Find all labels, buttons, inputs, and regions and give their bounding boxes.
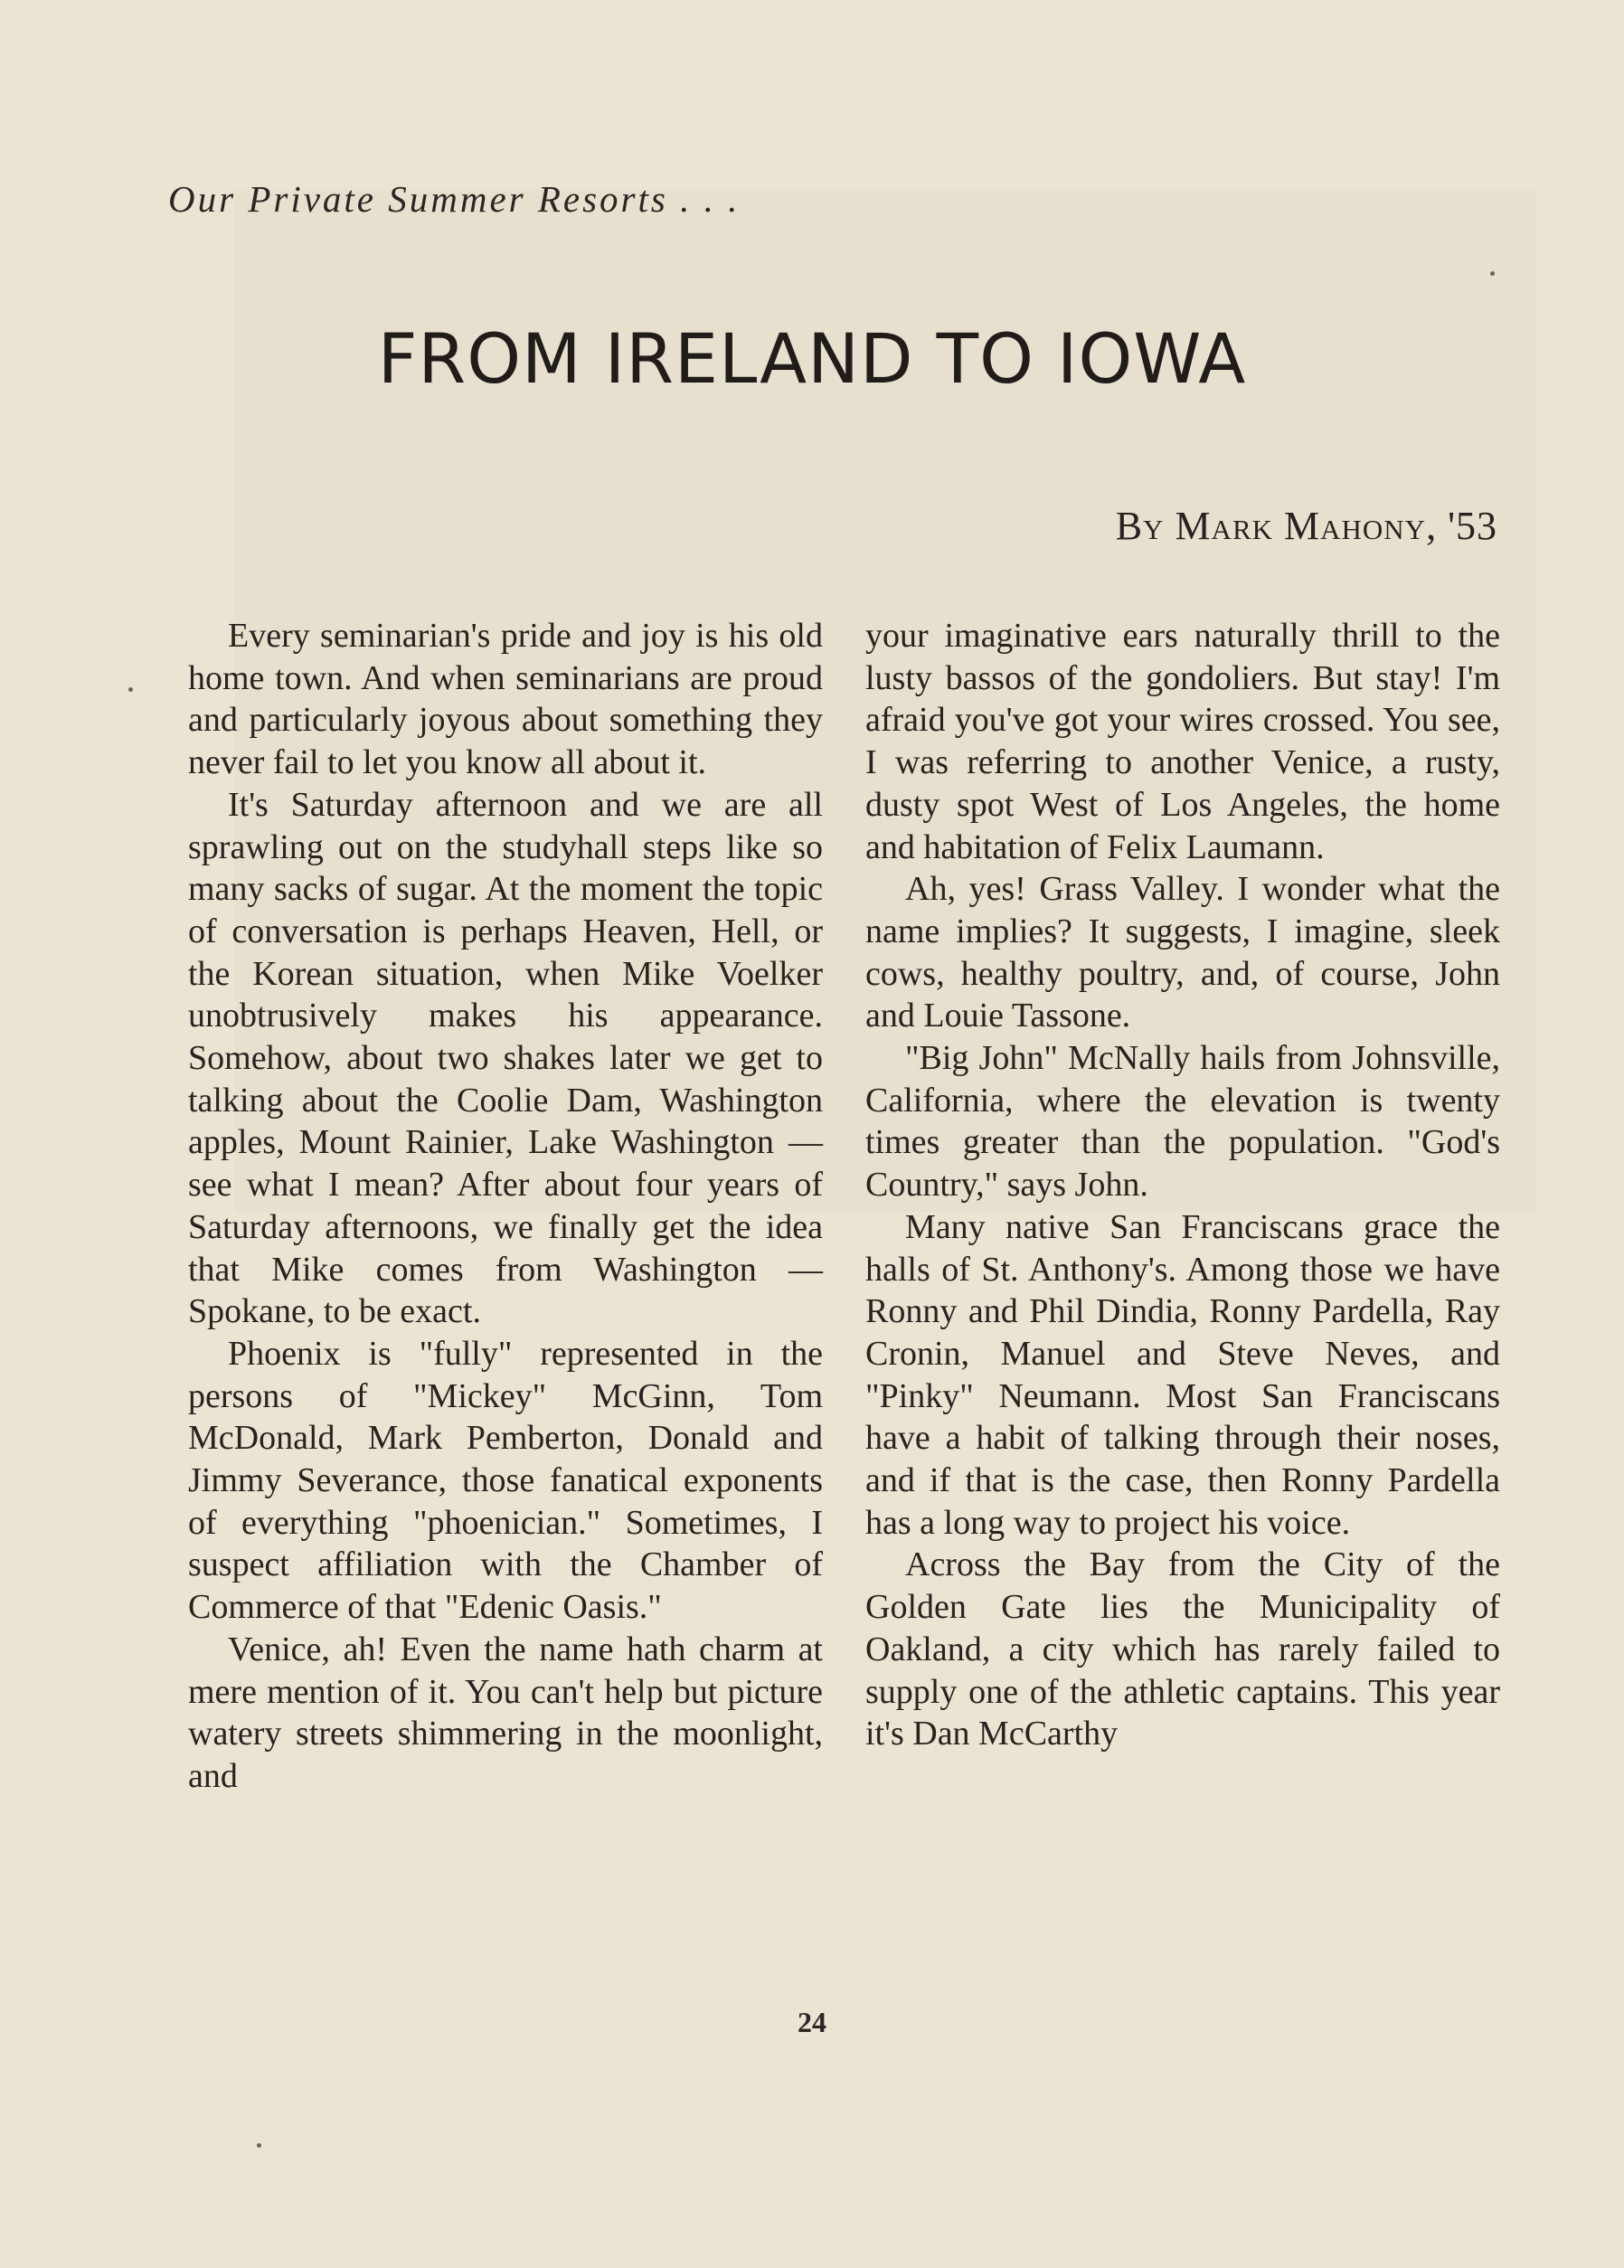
print-speck xyxy=(1490,271,1495,276)
article-title: FROM IRELAND TO IOWA xyxy=(377,318,1247,399)
paragraph: Phoenix is "fully" represented in the persons of "Mickey" McGinn, Tom McDonald, Mark Pemberton, Donald and Jimmy Severance, those fanatical exponents of everything "phoenician." Sometimes, I suspect affiliation with the Chamber of Commerce of that "Edenic Oasis." xyxy=(188,1334,823,1627)
page-number: 24 xyxy=(798,2006,826,2038)
text-column-left xyxy=(188,615,823,1798)
paragraph: It's Saturday afternoon and we are all sprawling out on the studyhall steps like so many sacks of sugar. At the moment the topic of conversation is perhaps Heaven, Hell, or the Korean situation, when Mike Voelker unobtrusively makes his appearance. Somehow, about two shakes later we get to talking about the Coolie Dam, Washington apples, Mount Rainier, Lake Washington — see what I mean? After about four years of Saturday afternoons, we finally get the idea that Mike comes from Washington — Spokane, to be exact. xyxy=(188,785,823,1331)
text-column-right xyxy=(865,615,1500,1755)
paragraph: "Big John" McNally hails from Johnsville, California, where the elevation is twenty times greater than the population. "God's Country," says John. xyxy=(865,1039,1500,1205)
paragraph: Many native San Franciscans grace the halls of St. Anthony's. Among those we have Ronny and Phil Dindia, Ronny Pardella, Ray Cronin, Manuel and Steve Neves, and "Pinky" Neumann. Most San Franciscans have a habit of talking through their noses, and if that is the case, then Ronny Pardella has a long way to project his voice. xyxy=(865,1207,1500,1542)
paragraph: Every seminarian's pride and joy is his old home town. And when seminarians are proud and particularly joyous about something they never fail to let you know all about it. xyxy=(188,617,823,782)
paragraph: Ah, yes! Grass Valley. I wonder what the name implies? It suggests, I imagine, sleek cows, healthy poultry, and, of course, John and Louie Tassone. xyxy=(865,870,1500,1035)
print-speck xyxy=(257,2143,261,2148)
paragraph: Venice, ah! Even the name hath charm at mere mention of it. You can't help but picture watery streets shimmering in the moonlight, and xyxy=(188,1630,823,1795)
paragraph: your imaginative ears naturally thrill to the lusty bassos of the gondoliers. But stay! I'm afraid you've got your wires crossed. You see, I was referring to another Venice, a rusty, dusty spot West of Los Angeles, the home and habitation of Felix Laumann. xyxy=(865,617,1500,866)
print-speck xyxy=(128,687,133,692)
section-kicker: Our Private Summer Resorts . . . xyxy=(168,178,741,220)
article-byline: By Mark Mahony, '53 xyxy=(1115,504,1497,548)
paragraph: Across the Bay from the City of the Golden Gate lies the Municipality of Oakland, a city which has rarely failed to supply one of the athletic captains. This year it's Dan McCarthy xyxy=(865,1545,1500,1753)
